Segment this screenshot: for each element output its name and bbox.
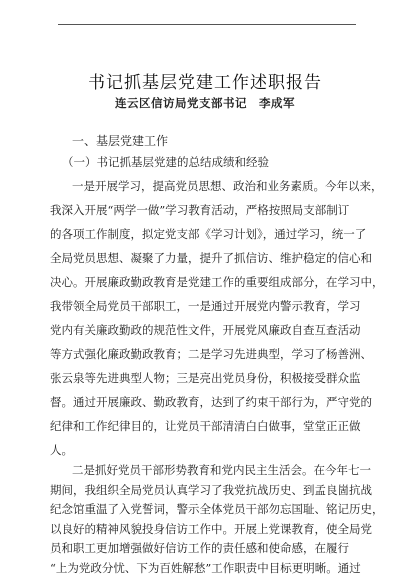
paragraph-line: 员和职工更加增强做好信访工作的责任感和使命感，在履行 xyxy=(50,541,349,555)
author-line: 连云区信访局党支部书记 李成军 xyxy=(115,96,295,110)
paragraph-line: 以良好的精神风貌投身信访工作中。开展上党课教育，使全局党 xyxy=(50,521,372,536)
paragraph-line: 人。 xyxy=(50,443,73,457)
paragraph-line: 二是抓好党员干部形势教育和党内民主生活会。在今年七一 xyxy=(72,463,371,477)
subsection-heading: （一）书记抓基层党建的总结成绩和经验 xyxy=(62,155,269,169)
section-heading: 一、基层党建工作 xyxy=(72,134,169,148)
paragraph-line: 等方式强化廉政勤政教育；二是学习先进典型，学习了杨善洲、 xyxy=(50,347,372,361)
paragraph-line: 党内有关廉政勤政的规范性文件，开展党风廉政自查互查活动 xyxy=(50,323,361,337)
paragraph-line: 纪律和工作纪律目的，让党员干部清清白白做事，堂堂正正做 xyxy=(50,419,361,433)
document-title: 书记抓基层党建工作述职报告 xyxy=(88,73,322,93)
paragraph-line: 期间，我组织全局党员认真学习了我党抗战历史、到孟良崮抗战 xyxy=(50,482,372,497)
paragraph-line: “上为党政分忧、下为百姓解愁”工作职责中目标更明晰。通过 xyxy=(50,560,361,575)
paragraph-line: 一是开展学习，提高党员思想、政治和业务素质。今年以来， xyxy=(72,179,383,193)
paragraph-line: 我带领全局党员干部职工，一是通过开展党内警示教育，学习 xyxy=(50,299,361,313)
paragraph-line: 纪念馆重温了入党誓词，警示全体党员干部勿忘国耻、铭记历史， xyxy=(50,502,384,516)
paragraph-line: 张云泉等先进典型人物；三是亮出党员身份，积极接受群众监 xyxy=(50,371,361,385)
paragraph-line: 我深入开展“两学一做”学习教育活动，严格按照局支部制订 xyxy=(50,203,350,217)
paragraph-line: 决心。开展廉政勤政教育是党建工作的重要组成部分，在学习中， xyxy=(50,275,384,289)
paragraph-line: 的各项工作制度，拟定党支部《学习计划》，通过学习，统一了 xyxy=(50,227,367,241)
header-rule xyxy=(58,24,356,25)
paragraph-line: 全局党员思想、凝聚了力量，提升了抓信访、维护稳定的信心和 xyxy=(50,251,372,265)
paragraph-line: 督。通过开展廉政、勤政教育，达到了约束干部行为，严守党的 xyxy=(50,395,372,409)
